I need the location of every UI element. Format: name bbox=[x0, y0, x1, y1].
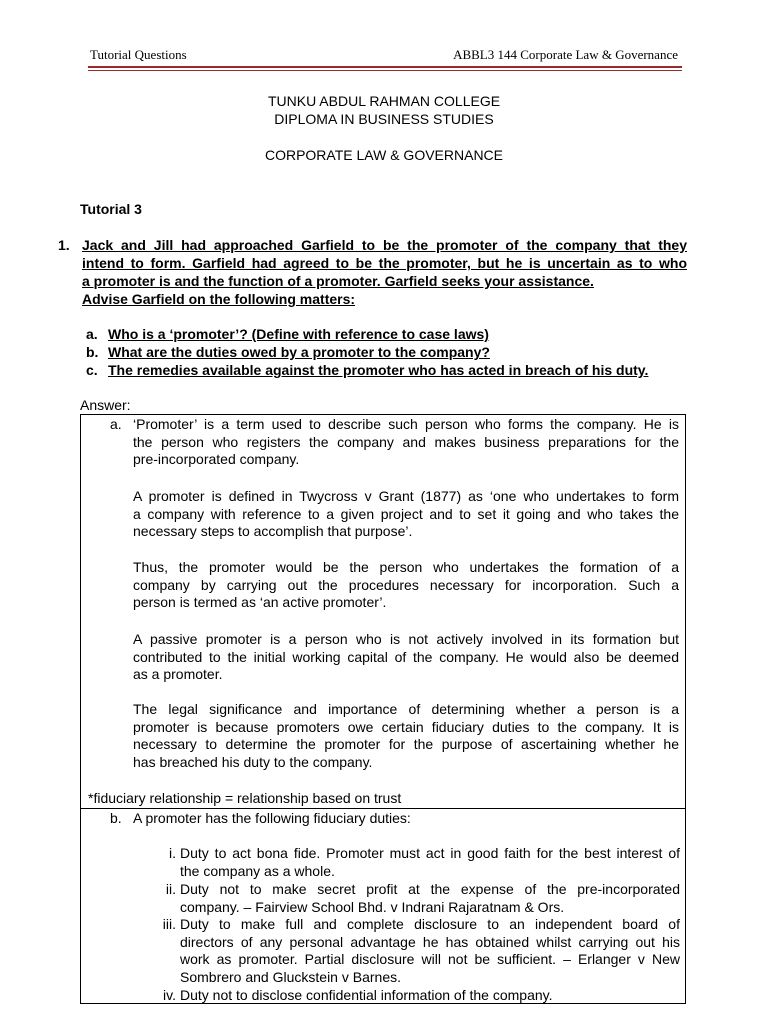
answer-a-label: a. bbox=[110, 416, 122, 432]
text-line: Duty to make full and complete disclosure to an independent board of bbox=[180, 916, 680, 932]
college-title: TUNKU ABDUL RAHMAN COLLEGE bbox=[267, 93, 501, 109]
program-title: DIPLOMA IN BUSINESS STUDIES bbox=[274, 111, 494, 127]
text-line: has breached his duty to the company. bbox=[133, 753, 373, 770]
sub-question-b bbox=[86, 344, 490, 360]
text-line: the company as a whole. bbox=[180, 862, 335, 879]
text-line: The legal significance and importance of determining whether a person is a bbox=[133, 701, 679, 717]
running-header bbox=[90, 47, 678, 65]
sub-label: b. bbox=[86, 344, 99, 360]
text-line: the person who registers the company and makes business preparations for the bbox=[133, 433, 679, 450]
answer-b-intro: A promoter has the following fiduciary duties: bbox=[133, 810, 411, 826]
text-line: Thus, the promoter would be the person who undertakes the formation of a bbox=[133, 559, 679, 575]
duty-number: i. bbox=[169, 845, 176, 861]
sub-label: a. bbox=[86, 326, 98, 342]
text-line: as a promoter. bbox=[133, 666, 223, 683]
answer-a-paragraph-5 bbox=[133, 701, 679, 771]
tutorial-heading: Tutorial 3 bbox=[80, 201, 142, 217]
text-line: necessary steps to accomplish that purpose’. bbox=[133, 523, 413, 540]
duty-number: iv. bbox=[163, 987, 176, 1003]
course-title: CORPORATE LAW & GOVERNANCE bbox=[264, 147, 504, 163]
answer-a-paragraph-3 bbox=[133, 559, 679, 612]
header-rule-thin bbox=[88, 70, 682, 71]
sub-text: What are the duties owed by a promoter to the company? bbox=[108, 344, 490, 360]
text-line: Duty to act bona fide. Promoter must act in good faith for the best interest of bbox=[180, 845, 680, 861]
question-line: Jack and Jill had approached Garfield to be the promoter of the company that they bbox=[82, 237, 687, 253]
answer-label: Answer: bbox=[80, 397, 131, 413]
text-line: Sombrero and Gluckstein v Barnes. bbox=[180, 968, 401, 985]
answer-a-paragraph-1 bbox=[133, 416, 679, 469]
sub-question-c bbox=[86, 362, 648, 378]
text-line: Duty not to make secret profit at the expense of the pre-incorporated bbox=[180, 881, 680, 897]
duty-number: ii. bbox=[165, 881, 176, 897]
text-line: A promoter is defined in Twycross v Grant (1877) as ‘one who undertakes to form bbox=[133, 488, 679, 504]
question-line: Advise Garfield on the following matters: bbox=[82, 291, 356, 307]
text-line: Duty not to disclose confidential information of the company. bbox=[180, 987, 553, 1003]
question-line: intend to form. Garfield had agreed to be the promoter, but he is uncertain as to who bbox=[82, 255, 687, 271]
text-line: necessary to determine the promoter for the purpose of ascertaining whether he bbox=[133, 736, 679, 753]
header-right: ABBL3 144 Corporate Law & Governance bbox=[453, 47, 678, 62]
fiduciary-note: *fiduciary relationship = relationship based on trust bbox=[88, 790, 402, 806]
text-line: person is termed as ‘an active promoter’. bbox=[133, 594, 387, 611]
text-line: contributed to the initial working capital of the company. He would also be deemed bbox=[133, 648, 679, 665]
sub-text: The remedies available against the promoter who has acted in breach of his duty. bbox=[108, 362, 649, 378]
text-line: company. – Fairview School Bhd. v Indrani Rajaratnam & Ors. bbox=[180, 898, 565, 915]
question-number: 1. bbox=[58, 237, 70, 253]
sub-question-a bbox=[86, 326, 489, 342]
duty-item-3 bbox=[180, 916, 680, 986]
text-line: a company with reference to a given project and to set it going and who takes the bbox=[133, 505, 679, 522]
answer-a-paragraph-4 bbox=[133, 631, 679, 684]
question-line: a promoter is and the function of a promoter. Garfield seeks your assistance. bbox=[82, 273, 594, 289]
duty-item-2 bbox=[180, 881, 680, 916]
text-line: ‘Promoter’ is a term used to describe such person who forms the company. He is bbox=[133, 416, 679, 432]
text-line: company by carrying out the procedures necessary for incorporation. Such a bbox=[133, 576, 679, 593]
answer-a-paragraph-2 bbox=[133, 488, 679, 541]
sub-label: c. bbox=[86, 362, 98, 378]
text-line: A passive promoter is a person who is not actively involved in its formation but bbox=[133, 631, 679, 647]
answer-b-label: b. bbox=[110, 810, 122, 826]
duty-number: iii. bbox=[162, 916, 176, 932]
duty-item-1 bbox=[180, 845, 680, 880]
text-line: pre-incorporated company. bbox=[133, 451, 300, 468]
sub-text: Who is a ‘promoter’? (Define with reference to case laws) bbox=[108, 326, 489, 342]
text-line: work as promoter. Partial disclosure will not be sufficient. – Erlanger v New bbox=[180, 951, 680, 968]
header-rule-thick bbox=[88, 66, 682, 68]
text-line: promoter is because promoters owe certain fiduciary duties to the company. It is bbox=[133, 718, 679, 735]
header-left: Tutorial Questions bbox=[90, 47, 187, 62]
text-line: directors of any personal advantage he has obtained whilst carrying out his bbox=[180, 933, 680, 950]
duty-item-4 bbox=[180, 987, 680, 1005]
